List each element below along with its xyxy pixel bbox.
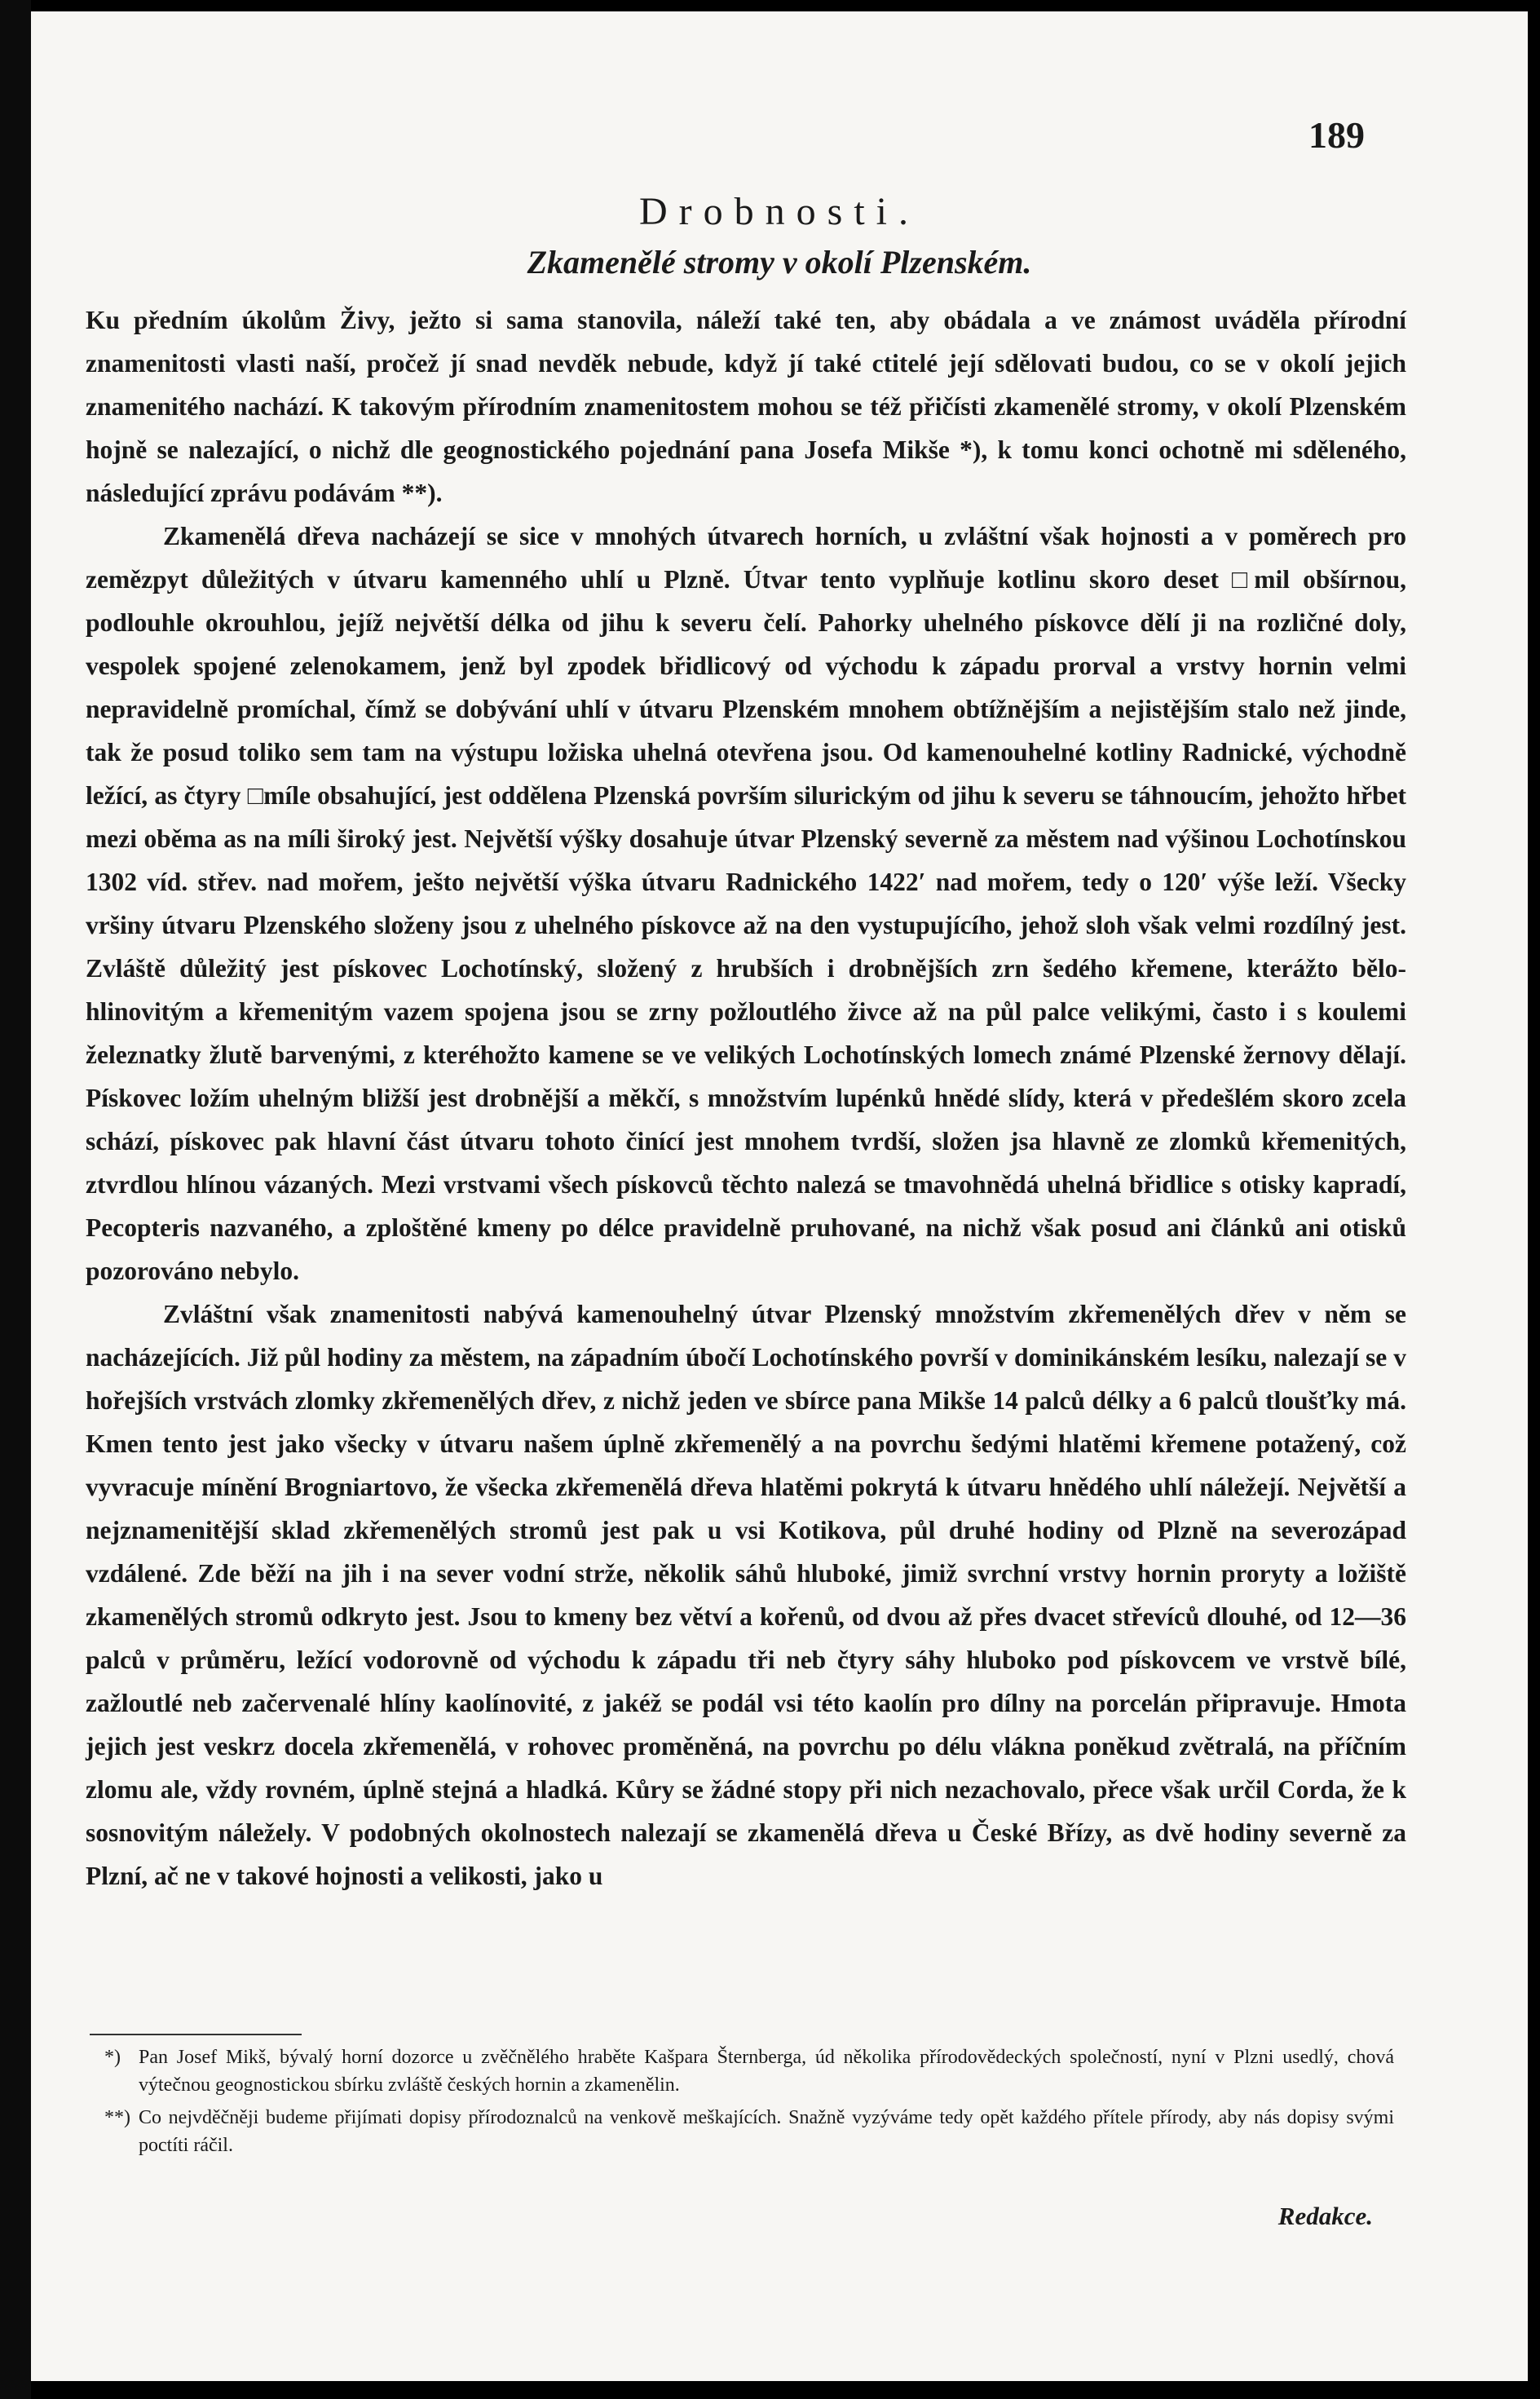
article-body	[86, 298, 1406, 1898]
footnote-rule	[90, 2034, 302, 2035]
paragraph: Zkamenělá dřeva nacházejí se sice v mnohých útvarech horních, u zvláštní však hojnosti a v poměrech pro zemězpyt důležitých v útvaru kamenného uhlí u Plzně. Útvar tento vyplňuje kotlinu skoro deset □mil obšírnou, podlouhle okrouhlou, jejíž největší délka od jihu k severu čelí. Pahorky uhelného pískovce dělí ji na rozličné doly, vespolek spojené zelenokamem, jenž byl zpodek břidlicový od východu k západu prorval a vrstvy hornin velmi nepravidelně promíchal, čímž se dobývání uhlí v útvaru Plzenském mnohem obtížnějším a nejistějším stalo než jinde, tak že posud toliko sem tam na výstupu ložiska uhelná otevřena jsou. Od kamenouhelné kotliny Radnické, východně ležící, as čtyry □míle obsahující, jest oddělena Plzenská površím silurickým od jihu k severu se táhnoucím, jehožto hřbet mezi oběma as na míli široký jest. Největší výšky dosahuje útvar Plzenský severně za městem nad výšinou Lochotínskou 1302 víd. střev. nad mořem, ješto největší výška útvaru Radnického 1422′ nad mořem, tedy o 120′ výše leží. Všecky vršiny útvaru Plzenského složeny jsou z uhelného pískovce až na den vystupujícího, jehož sloh však velmi rozdílný jest. Zvláště důležitý jest pískovec Lochotínský, složený z hrubších i drobnějších zrn šedého křemene, kterážto bělo-hlinovitým a křemenitým vazem spojena jsou se zrny požloutlého živce až na půl palce velikými, často i s koulemi železnatky žlutě barvenými, z kteréhožto kamene se ve velikých Lochotínských lomech známé Plzenské žernovy dělají. Pískovec ložím uhelným bližší jest drobnější a měkčí, s množstvím lupénků hnědé slídy, která v předešlém skoro zcela schází, pískovec pak hlavní část útvaru tohoto činící jest mnohem tvrdší, složen jsa hlavně ze zlomků křemenitých, ztvrdlou hlínou vázaných. Mezi vrstvami všech pískovců těchto nalezá se tmavohnědá uhelná břidlice s otisky kapradí, Pecopteris nazvaného, a zploštěné kmeny po délce pravidelně pruhované, na nichž však posud ani článků ani otisků pozorováno nebylo.	[86, 522, 1406, 1285]
paragraph: Zvláštní však znamenitosti nabývá kamenouhelný útvar Plzenský množstvím zkřemenělých dřev v něm se nacházejících. Již půl hodiny za městem, na západním úbočí Lochotínského površí v dominikánském lesíku, nalezají se v hořejších vrstvách zlomky zkřemenělých dřev, z nichž jeden ve sbírce pana Mikše 14 palců délky a 6 palců tloušťky má. Kmen tento jest jako všecky v útvaru našem úplně zkřemenělý a na povrchu šedými hlatěmi křemene potažený, což vyvracuje mínění Brogniartovo, že všecka zkřemenělá dřeva hlatěmi pokrytá k útvaru hnědého uhlí náležejí. Největší a nejznamenitější sklad zkřemenělých stromů jest pak u vsi Kotikova, půl druhé hodiny od Plzně na severozápad vzdálené. Zde běží na jih i na sever vodní strže, několik sáhů hluboké, jimiž svrchní vrstvy hornin proryty a ložiště zkamenělých stromů odkryto jest. Jsou to kmeny bez větví a kořenů, od dvou až přes dvacet střevíců dlouhé, od 12—36 palců v průměru, ležící vodorovně od východu k západu tři neb čtyry sáhy hluboko pod pískovcem ve vrstvě bílé, zažloutlé neb začervenalé hlíny kaolínovité, z jakéž se podál vsi této kaolín pro dílny na porcelán připravuje. Hmota jejich jest veskrz docela zkřemenělá, v rohovec proměněná, na povrchu po délu vlákna poněkud zvětralá, na příčním zlomu ale, vždy rovném, úplně stejná a hladká. Kůry se žádné stopy při nich nezachovalo, přece však určil Corda, že k sosnovitým náležely. V podobných okolnostech nalezají se zkamenělá dřeva u České Břízy, as dvě hodiny severně za Plzní, ač ne v takové hojnosti a velikosti, jako u	[86, 1300, 1406, 1890]
section-heading: Drobnosti.	[639, 190, 920, 233]
footnote-text: Co nejvděčněji budeme přijímati dopisy přírodoznalců na venkově meškajících. Snažně vyzýváme tedy opět každého přítele přírody, aby nás dopisy svými poctíti ráčil.	[139, 2107, 1394, 2156]
footnote-mark: *)	[104, 2047, 121, 2068]
footnote-mark: **)	[104, 2107, 130, 2128]
signature: Redakce.	[1277, 2202, 1373, 2230]
article-title: Zkamenělé stromy v okolí Plzenském.	[527, 244, 1032, 281]
footnote	[90, 2043, 1394, 2099]
document-page	[31, 11, 1528, 2381]
scan-border	[0, 0, 31, 2399]
paragraph: Ku předním úkolům Živy, ježto si sama stanovila, náleží také ten, aby obádala a ve známost uváděla přírodní znamenitosti vlasti naší, pročež jí snad nevděk nebude, když jí také ctitelé její sdělovati budou, co se v okolí jejich znamenitého nachází. K takovým přírodním znamenitostem mohou se též přičísti zkamenělé stromy, v okolí Plzenském hojně se nalezající, o nichž dle geognostického pojednání pana Josefa Mikše *), k tomu konci ochotně mi sděleného, následující zprávu podávám **).	[86, 306, 1406, 507]
footnote-text: Pan Josef Mikš, bývalý horní dozorce u zvěčnělého hraběte Kašpara Šternberga, úd několika přírodovědeckých společností, nyní v Plzni usedlý, chová výtečnou geognostickou sbírku zvláště českých hornin a zkamenělin.	[139, 2047, 1394, 2096]
footnote	[90, 2104, 1394, 2159]
footnotes	[90, 2043, 1394, 2164]
page-number: 189	[1308, 114, 1365, 156]
